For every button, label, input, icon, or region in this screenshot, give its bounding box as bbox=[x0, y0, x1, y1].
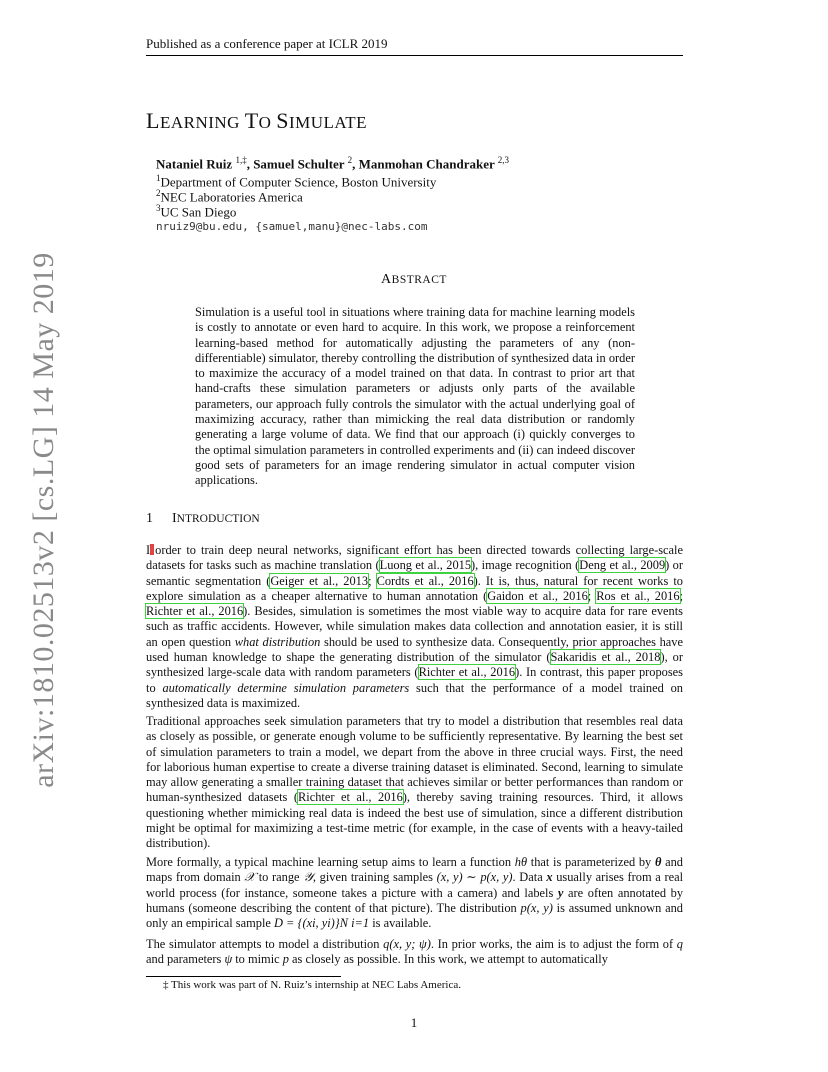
intro-paragraph-3 bbox=[146, 855, 683, 931]
citation-link[interactable]: Gaidon et al., 2016 bbox=[487, 588, 588, 603]
text: as closely as possible. In this work, we attempt to automatically bbox=[288, 952, 608, 967]
affiliation-sup: 1 bbox=[156, 173, 161, 183]
text: ) or semantic segmentation ( bbox=[146, 558, 683, 588]
text-cursor bbox=[150, 544, 154, 555]
intro-paragraph-1 bbox=[146, 543, 683, 711]
citation-link[interactable]: Deng et al., 2009 bbox=[579, 558, 666, 573]
emphasis: what distribution bbox=[234, 634, 321, 649]
citation-link[interactable]: Richter et al., 2016 bbox=[146, 604, 244, 619]
author-name: Nataniel Ruiz bbox=[156, 156, 233, 172]
math: x bbox=[546, 870, 553, 885]
author-emails: nruiz9@bu.edu, {samuel,manu}@nec-labs.com bbox=[156, 220, 428, 233]
page-number: 1 bbox=[410, 1015, 418, 1030]
text: I bbox=[146, 543, 151, 557]
paper-title bbox=[146, 108, 367, 134]
text: . Data bbox=[512, 870, 547, 885]
text: ; bbox=[587, 588, 597, 603]
math: D = {(xi, yi)}N i=1 bbox=[274, 916, 370, 931]
footnote-rule bbox=[146, 976, 341, 977]
emphasis: automatically determine simulation parameters bbox=[162, 680, 410, 695]
title-initial: T bbox=[244, 108, 259, 133]
text: ), or synthesized large-scale data with random parameters ( bbox=[146, 650, 683, 680]
citation-link[interactable]: Ros et al., 2016 bbox=[596, 588, 680, 603]
author-sup: 2,3 bbox=[497, 155, 510, 165]
title-initial: L bbox=[146, 108, 160, 133]
author-sup: 2 bbox=[347, 155, 353, 165]
author-sup: 1,‡ bbox=[235, 155, 247, 165]
text: is assumed unknown and only an empirical sample bbox=[146, 900, 683, 931]
citation-link[interactable]: Richter et al., 2016 bbox=[297, 790, 403, 805]
abstract-heading-rest: BSTRACT bbox=[391, 274, 447, 286]
affiliation-sup: 3 bbox=[156, 203, 161, 213]
author-name: Manmohan Chandraker bbox=[358, 156, 495, 172]
citation-link[interactable]: Cordts et al., 2016 bbox=[376, 573, 474, 588]
math: p bbox=[282, 952, 289, 967]
citation-link[interactable]: Sakaridis et al., 2018 bbox=[550, 650, 661, 665]
text: and maps from domain bbox=[146, 855, 683, 885]
text: The simulator attempts to model a distribution bbox=[146, 937, 384, 951]
text: such that the performance of a model trained on synthesized data is maximized. bbox=[146, 680, 683, 710]
abstract-heading bbox=[0, 272, 828, 288]
text: ; bbox=[368, 573, 377, 588]
author-name: Samuel Schulter bbox=[253, 156, 345, 172]
math: q(x, y; ψ) bbox=[383, 937, 431, 951]
text: should be used to synthesize data. Consequently, prior approaches have used human knowledge to shape the generating distribution of the simulator ( bbox=[146, 634, 683, 665]
text: Traditional approaches seek simulation parameters that try to model a distribution that resembles real data as closely as possible, or generate enough volume to be sufficiently representative. By learning the best set of simulation parameters to train a model, we depart from the above in three crucial ways. First, the need for laborious human expertise to create a diverse training dataset is eliminated. Second, learning to simulate may allow generating a smaller training dataset that achieves similar or better performances than random or human-synthesized datasets ( bbox=[146, 714, 683, 805]
math: y bbox=[557, 885, 564, 900]
math: (x, y) ∼ p(x, y) bbox=[436, 870, 513, 885]
text: ), image recognition ( bbox=[471, 558, 580, 573]
section-title-initial: I bbox=[172, 511, 177, 526]
abstract-heading-initial: A bbox=[381, 272, 392, 287]
affiliation-text: UC San Diego bbox=[160, 204, 237, 220]
title-initial: S bbox=[276, 108, 289, 133]
text: , given training samples bbox=[312, 870, 437, 885]
math: ψ bbox=[224, 952, 233, 967]
footnote: ‡ This work was part of N. Ruiz’s internship at NEC Labs America. bbox=[163, 979, 461, 991]
text: order to train deep neural networks, significant effort has been directed towards collecting large-scale datasets for tasks such as machine translation ( bbox=[146, 543, 683, 573]
citation-link[interactable]: Luong et al., 2015 bbox=[379, 558, 472, 573]
arxiv-stamp: arXiv:1810.02513v2 [cs.LG] 14 May 2019 bbox=[27, 252, 60, 788]
affiliation bbox=[156, 203, 236, 220]
affiliation-text: Department of Computer Science, Boston University bbox=[160, 174, 437, 190]
text: . In prior works, the aim is to adjust the form of bbox=[430, 937, 677, 951]
text: to range bbox=[255, 870, 304, 885]
text: ). In contrast, this paper proposes to bbox=[146, 665, 684, 695]
text: that is parameterized by bbox=[527, 855, 655, 869]
section-title-rest: NTRODUCTION bbox=[176, 513, 260, 525]
math: 𝒳 bbox=[244, 870, 256, 885]
running-header: Published as a conference paper at ICLR 2019 bbox=[146, 36, 388, 51]
title-part: IMULATE bbox=[288, 113, 368, 132]
text: ). It is, thus, natural for recent works to explore simulation as a cheaper alternative to human annotation ( bbox=[146, 573, 683, 603]
text: ). Besides, simulation is sometimes the most viable way to acquire data for rare events such as traffic accidents. However, while simulation makes data collection and annotation easier, it is still an open question bbox=[146, 604, 683, 649]
text: usually arises from a real world process (for instance, someone takes a picture with a camera) and labels bbox=[146, 870, 684, 900]
header-rule bbox=[146, 55, 683, 56]
title-part: O bbox=[258, 113, 277, 132]
math: p(x, y) bbox=[520, 900, 553, 915]
abstract-text: Simulation is a useful tool in situations where training data for machine learning models is costly to annotate or even hard to acquire. In this work, we propose a reinforcement learning-based method for automatically adjusting the parameters of any (non-differentiable) simulator, thereby controlling the distribution of synthesized data in order to maximize the accuracy of a model trained on that data. In contrast to prior art that hand-crafts these simulation parameters or adjusts only parts of the available parameters, our approach fully controls the simulator with the actual underlying goal of maximizing accuracy, rather than mimicking the real data distribution or randomly generating a large volume of data. We find that our approach (i) quickly converges to the optimal simulation parameters in controlled experiments and (ii) can indeed discover good sets of parameters for an image rendering simulator in actual computer vision applications. bbox=[195, 305, 635, 488]
math: 𝒴 bbox=[303, 870, 313, 885]
citation-link[interactable]: Richter et al., 2016 bbox=[418, 665, 516, 680]
math: hθ bbox=[514, 855, 528, 869]
math: θ bbox=[654, 855, 662, 869]
author-list: Nataniel Ruiz $^{1,\ddagger}$, Samuel Schulter $^2$, Manmohan Chandraker $^{2,3}$ bbox=[156, 155, 510, 172]
text: ), thereby saving training resources. Third, it allows questioning whether mimicking real data is indeed the best use of simulation, since a different distribution might be optimal for maximizing a test-time metric (for example, in the case of events with a heavy-tailed distribution). bbox=[146, 790, 683, 851]
text: are often annotated by humans (someone describing the content of that picture). The distribution bbox=[146, 885, 684, 915]
math: q bbox=[676, 937, 683, 951]
citation-link[interactable]: Geiger et al., 2013 bbox=[270, 573, 369, 588]
text: ; bbox=[679, 588, 684, 603]
affiliation-text: NEC Laboratories America bbox=[160, 189, 303, 205]
text: to mimic bbox=[232, 952, 283, 967]
text: is available. bbox=[369, 916, 432, 931]
intro-paragraph-4 bbox=[146, 937, 683, 968]
section-heading bbox=[146, 511, 260, 527]
intro-paragraph-2 bbox=[146, 714, 683, 852]
title-part: EARNING bbox=[159, 113, 245, 132]
text: and parameters bbox=[146, 952, 225, 967]
affiliation-sup: 2 bbox=[156, 188, 161, 198]
section-number: 1 bbox=[146, 511, 153, 526]
text: More formally, a typical machine learning setup aims to learn a function bbox=[146, 855, 515, 869]
